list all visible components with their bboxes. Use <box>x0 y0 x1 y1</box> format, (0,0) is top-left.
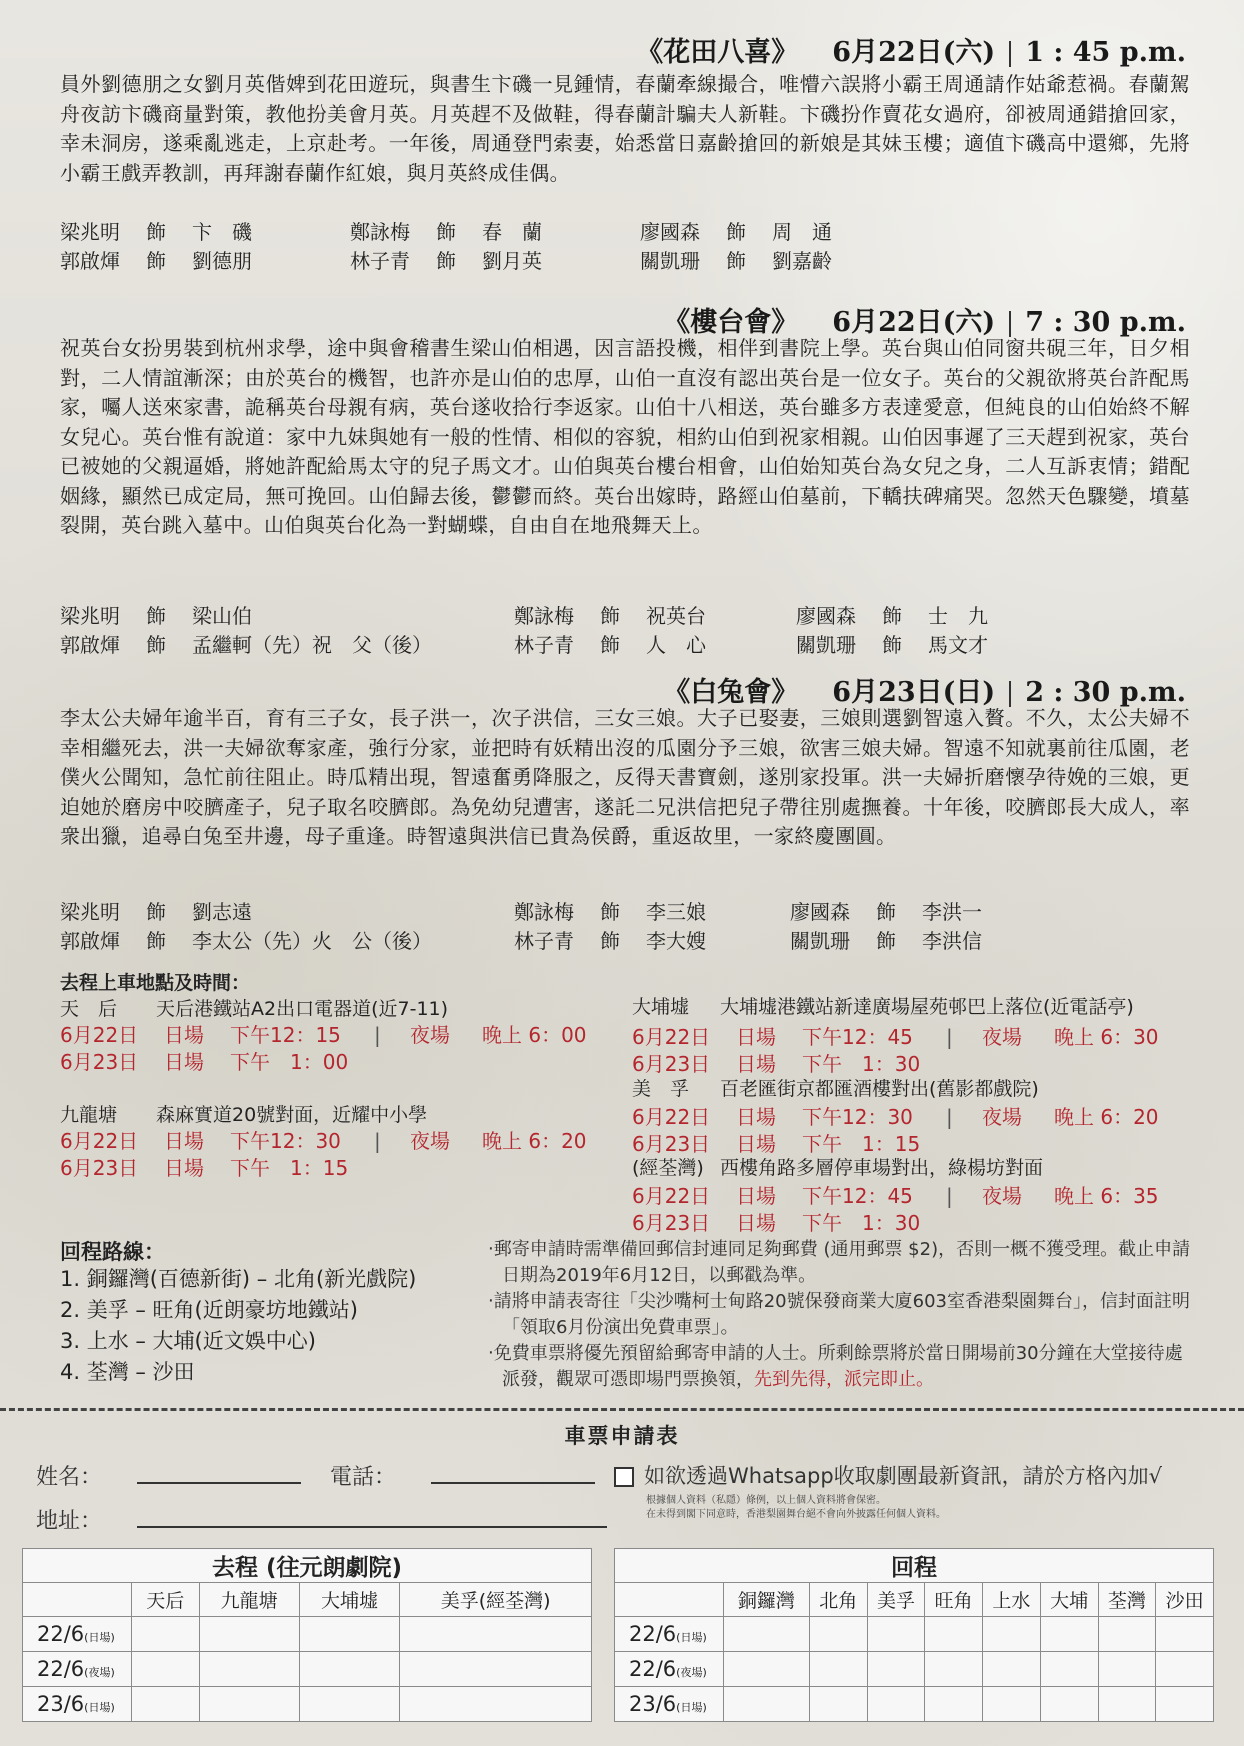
ticket-cell[interactable] <box>1098 1652 1156 1687</box>
role: 李三娘 <box>646 900 706 924</box>
phone-row <box>330 1460 595 1491</box>
role: 劉嘉齡 <box>772 249 832 273</box>
show-3-title: 《白兔會》 <box>663 677 799 708</box>
cast-as: 飾 <box>146 633 166 657</box>
location-address: 森麻實道20號對面，近耀中小學 <box>156 1104 428 1126</box>
pickup-location-tinhau <box>60 994 448 1021</box>
sched-time: 下午12：15 <box>230 1023 341 1047</box>
actor: 郭啟煇 <box>60 929 120 953</box>
ticket-cell[interactable] <box>867 1687 925 1722</box>
ticket-cell[interactable] <box>925 1687 983 1722</box>
actor: 廖國森 <box>790 900 850 924</box>
sched-sep: | <box>946 1105 953 1129</box>
row-session: (日場) <box>84 1701 115 1714</box>
sched-time: 下午12：30 <box>802 1105 913 1129</box>
location-name: 大埔墟 <box>632 996 690 1018</box>
sched-type: 日場 <box>164 1050 204 1074</box>
col-header: 荃灣 <box>1098 1583 1156 1617</box>
sched-time: 下午 1：30 <box>802 1211 921 1235</box>
cast-line <box>60 216 252 245</box>
col-header: 沙田 <box>1156 1583 1214 1617</box>
ticket-cell[interactable] <box>809 1687 867 1722</box>
col-header: 北角 <box>809 1583 867 1617</box>
sched-night: 夜場 <box>410 1129 450 1153</box>
role: 李大嫂 <box>646 929 706 953</box>
outbound-table <box>22 1548 592 1722</box>
return-routes-heading: 回程路線： <box>60 1240 165 1264</box>
actor: 鄭詠梅 <box>514 900 574 924</box>
cast-line <box>60 896 252 925</box>
row-date: 22/6 <box>629 1622 677 1646</box>
return-route-2: 2. 美孚 – 旺角(近朗豪坊地鐵站) <box>60 1298 358 1322</box>
cast-as: 飾 <box>436 220 456 244</box>
schedule-row <box>60 1019 587 1048</box>
sched-date: 6月22日 <box>60 1129 139 1153</box>
ticket-cell[interactable] <box>299 1687 399 1722</box>
col-header: 美孚 <box>867 1583 925 1617</box>
ticket-cell[interactable] <box>1156 1687 1214 1722</box>
whatsapp-label: 如欲透過Whatsapp收取劇團最新資訊，請於方格內加√ <box>644 1464 1163 1488</box>
sched-type: 日場 <box>164 1023 204 1047</box>
sched-night: 夜場 <box>410 1023 450 1047</box>
sched-date: 6月22日 <box>60 1023 139 1047</box>
whatsapp-optin <box>614 1460 1162 1490</box>
sched-type: 日場 <box>736 1132 776 1156</box>
cast-as: 飾 <box>600 929 620 953</box>
ticket-cell[interactable] <box>1156 1652 1214 1687</box>
ticket-cell[interactable] <box>724 1617 810 1652</box>
row-date: 22/6 <box>629 1657 677 1681</box>
ticket-cell[interactable] <box>983 1617 1041 1652</box>
row-header <box>615 1652 724 1687</box>
sched-night: 夜場 <box>982 1025 1022 1049</box>
row-date: 23/6 <box>37 1692 85 1716</box>
cast-as: 飾 <box>146 900 166 924</box>
role: 李洪信 <box>922 929 982 953</box>
pickup-location-mei-foo <box>632 1074 1039 1101</box>
role: 祝英台 <box>646 604 706 628</box>
role: 李洪一 <box>922 900 982 924</box>
sched-time: 下午12：45 <box>802 1025 913 1049</box>
sched-type: 日場 <box>164 1129 204 1153</box>
role: 人 心 <box>646 633 706 657</box>
row-session: (日場) <box>84 1631 115 1644</box>
name-label: 姓名： <box>36 1465 103 1490</box>
sched-sep: | <box>946 1025 953 1049</box>
cast-as: 飾 <box>876 900 896 924</box>
schedule-row <box>60 1046 374 1075</box>
actor: 關凱珊 <box>640 249 700 273</box>
actor: 梁兆明 <box>60 604 120 628</box>
cut-line <box>0 1408 1244 1411</box>
row-header <box>23 1617 132 1652</box>
ticket-cell[interactable] <box>1040 1687 1098 1722</box>
actor: 林子青 <box>514 633 574 657</box>
actor: 關凱珊 <box>790 929 850 953</box>
role: 李太公（先）火 公（後） <box>192 929 432 953</box>
sched-sep: | <box>946 1184 953 1208</box>
show-3-date: 6月23日(日) <box>832 677 996 708</box>
role: 劉德朋 <box>192 249 252 273</box>
show-2-title: 《樓台會》 <box>663 307 799 338</box>
ticket-cell[interactable] <box>199 1687 299 1722</box>
sched-date: 6月22日 <box>632 1025 711 1049</box>
pickup-location-kowloon-tong <box>60 1100 427 1127</box>
cast-as: 飾 <box>600 633 620 657</box>
col-header: 天后 <box>132 1583 200 1617</box>
sched-date: 6月23日 <box>632 1052 711 1076</box>
sched-time: 下午 1：15 <box>230 1156 349 1180</box>
return-caption: 回程 <box>615 1549 1214 1583</box>
col-header: 大埔 <box>1040 1583 1098 1617</box>
row-session: (日場) <box>676 1631 707 1644</box>
ticket-cell[interactable] <box>925 1652 983 1687</box>
sched-date: 6月23日 <box>632 1132 711 1156</box>
note-address: ‧請將申請表寄往「尖沙嘴柯士甸路20號保發商業大廈603室香港梨園舞台」，信封面註明「領取6月份演出免費車票」。 <box>488 1291 1190 1338</box>
ticket-cell[interactable] <box>299 1652 399 1687</box>
actor: 鄭詠梅 <box>350 220 410 244</box>
cast-as: 飾 <box>146 604 166 628</box>
sched-type: 日場 <box>736 1052 776 1076</box>
location-name: (經荃灣) <box>632 1157 704 1179</box>
role: 士 九 <box>928 604 988 628</box>
row-header <box>23 1687 132 1722</box>
role: 卞 磯 <box>192 220 252 244</box>
cast-as: 飾 <box>146 929 166 953</box>
ticket-cell[interactable] <box>132 1617 200 1652</box>
sched-type: 日場 <box>736 1025 776 1049</box>
sched-night: 夜場 <box>982 1184 1022 1208</box>
location-address: 大埔墟港鐵站新達廣場屋苑邨巴上落位(近電話亭) <box>720 996 1134 1018</box>
ticket-cell[interactable] <box>983 1652 1041 1687</box>
cast-line <box>640 245 832 274</box>
note-postage: ‧郵寄申請時需準備回郵信封連同足夠郵費 (通用郵票 $2)，否則一概不獲受理。截止申請日期為2019年6月12日，以郵戳為準。 <box>488 1239 1191 1286</box>
ticket-cell[interactable] <box>1098 1617 1156 1652</box>
privacy-line-1: 根據個人資料（私隱）條例，以上個人資料將會保密。 <box>646 1495 886 1506</box>
cast-line <box>790 896 982 925</box>
sched-type: 日場 <box>736 1105 776 1129</box>
ticket-cell[interactable] <box>132 1687 200 1722</box>
actor: 郭啟煇 <box>60 633 120 657</box>
row-session: (夜場) <box>84 1666 115 1679</box>
ticket-cell[interactable] <box>400 1687 592 1722</box>
cast-line <box>514 925 706 954</box>
ticket-cell[interactable] <box>809 1617 867 1652</box>
corner-cell <box>615 1583 724 1617</box>
ticket-cell[interactable] <box>809 1652 867 1687</box>
actor: 林子青 <box>350 249 410 273</box>
note-first-come: 先到先得，派完即止。 <box>754 1369 934 1390</box>
ticket-cell[interactable] <box>1098 1687 1156 1722</box>
pickup-location-tsuen-wan <box>632 1153 1043 1180</box>
actor: 林子青 <box>514 929 574 953</box>
ticket-cell[interactable] <box>299 1617 399 1652</box>
cast-line <box>796 629 988 658</box>
sched-night: 夜場 <box>982 1105 1022 1129</box>
ticket-cell[interactable] <box>400 1652 592 1687</box>
ticket-cell[interactable] <box>1040 1617 1098 1652</box>
row-header <box>615 1617 724 1652</box>
cast-as: 飾 <box>726 249 746 273</box>
ticket-cell[interactable] <box>867 1652 925 1687</box>
schedule-row <box>632 1021 1159 1050</box>
sched-night-time: 晚上 6：30 <box>1054 1025 1159 1049</box>
ticket-cell[interactable] <box>400 1617 592 1652</box>
form-title: 車票申請表 <box>564 1424 680 1448</box>
row-header <box>615 1687 724 1722</box>
cast-line <box>60 245 252 274</box>
location-address: 百老匯街京都匯酒樓對出(舊影都戲院) <box>720 1078 1039 1100</box>
role: 馬文才 <box>928 633 988 657</box>
actor: 廖國森 <box>796 604 856 628</box>
cast-as: 飾 <box>882 633 902 657</box>
ticket-cell[interactable] <box>724 1687 810 1722</box>
show-2-time: 7 : 30 p.m. <box>1025 307 1186 338</box>
schedule-row <box>632 1101 1159 1130</box>
cast-as: 飾 <box>600 604 620 628</box>
sched-date: 6月22日 <box>632 1184 711 1208</box>
cast-line <box>60 925 432 954</box>
row-session: (日場) <box>676 1701 707 1714</box>
row-session: (夜場) <box>676 1666 707 1679</box>
phone-field[interactable] <box>431 1482 595 1484</box>
show-1-time: 1 : 45 p.m. <box>1025 37 1186 68</box>
location-name: 九龍塘 <box>60 1104 118 1126</box>
ticket-cell[interactable] <box>1040 1652 1098 1687</box>
actor: 廖國森 <box>640 220 700 244</box>
col-header: 美孚(經荃灣) <box>400 1583 592 1617</box>
show-1-title: 《花田八喜》 <box>636 37 799 68</box>
sched-time: 下午12：45 <box>802 1184 913 1208</box>
cast-as: 飾 <box>146 249 166 273</box>
show-2-synopsis: 祝英台女扮男裝到杭州求學，途中與會稽書生梁山伯相遇，因言語投機，相伴到書院上學。英台與山伯同窗共硯三年，日夕相對，二人情誼漸深；由於英台的機智，也許亦是山伯的忠厚，山伯一直沒有認出英台是一位女子。英台的父親欲將英台許配馬家，囑人送來家書，詭稱英台母親有病，英台遂收拾行李返家。山伯十八相送，英台雖多方表達愛意，但純良的山伯始終不解女兒心。英台惟有說道：家中九妹與她有一般的性情、相似的容貌，相約山伯到祝家相親。山伯因事遲了三天趕到祝家，英台已被她的父親逼婚，將她許配給馬太守的兒子馬文才。山伯與英台樓台相會，山伯始知英台為女兒之身，二人互訴衷情；錯配姻緣，顯然已成定局，無可挽回。山伯歸去後，鬱鬱而終。英台出嫁時，路經山伯墓前，下轎扶碑痛哭。忽然天色驟變，墳墓裂開，英台跳入墓中。山伯與英台化為一對蝴蝶，自由自在地飛舞天上。 <box>60 336 1190 537</box>
return-table <box>614 1548 1214 1722</box>
cast-line <box>514 896 706 925</box>
cast-line <box>350 245 542 274</box>
return-route-3: 3. 上水 – 大埔(近文娛中心) <box>60 1329 316 1353</box>
address-label: 地址： <box>36 1509 103 1534</box>
location-address: 西樓角路多層停車場對出，綠楊坊對面 <box>720 1157 1044 1179</box>
col-header: 旺角 <box>925 1583 983 1617</box>
ticket-cell[interactable] <box>724 1652 810 1687</box>
cast-line <box>60 629 432 658</box>
pickup-heading: 去程上車地點及時間： <box>60 972 251 994</box>
sched-night-time: 晚上 6：20 <box>1054 1105 1159 1129</box>
role: 春 蘭 <box>482 220 542 244</box>
sched-date: 6月22日 <box>632 1105 711 1129</box>
col-header: 大埔墟 <box>299 1583 399 1617</box>
outbound-caption: 去程 (往元朗劇院) <box>23 1549 592 1583</box>
cast-line <box>514 629 706 658</box>
location-name: 天 后 <box>60 998 118 1020</box>
schedule-row <box>60 1152 374 1181</box>
cast-as: 飾 <box>726 220 746 244</box>
col-header: 九龍塘 <box>199 1583 299 1617</box>
show-3-synopsis: 李太公夫婦年逾半百，育有三子女，長子洪一，次子洪信，三女三娘。大子已娶妻，三娘則選劉智遠入贅。不久，太公夫婦不幸相繼死去，洪一夫婦欲奪家產，強行分家，並把時有妖精出沒的瓜園分予三娘，欲害三娘夫婦。智遠不知就裏前往瓜園，老僕火公聞知，急忙前往阻止。時瓜精出現，智遠奮勇降服之，反得天書寶劍，遂別家投軍。洪一夫婦折磨懷孕待娩的三娘，更迫她於磨房中咬臍產子，兒子取名咬臍郎。為免幼兒遭害，遂託二兄洪信把兒子帶往別處撫養。十年後，咬臍郎長大成人，率衆出獵，追尋白兔至井邊，母子重逢。時智遠與洪信已貴為侯爵，重返故里，一家終慶團圓。 <box>60 706 1190 848</box>
application-notes <box>488 1237 1198 1393</box>
sched-date: 6月23日 <box>632 1211 711 1235</box>
sched-sep: | <box>374 1023 381 1047</box>
row-header <box>23 1652 132 1687</box>
sched-time: 下午 1：15 <box>802 1132 921 1156</box>
row-date: 23/6 <box>629 1692 677 1716</box>
name-field[interactable] <box>137 1482 301 1484</box>
ticket-cell[interactable] <box>199 1652 299 1687</box>
col-header: 上水 <box>983 1583 1041 1617</box>
sched-date: 6月23日 <box>60 1050 139 1074</box>
schedule-row <box>632 1180 1159 1209</box>
pickup-location-tai-po <box>632 992 1134 1019</box>
show-3-time: 2 : 30 p.m. <box>1025 677 1186 708</box>
note-priority-text: ‧免費車票將優先預留給郵寄申請的人士。所剩餘票將於當日開場前30分鐘在大堂接待處派發，觀眾可憑即場門票換領， <box>488 1343 1183 1390</box>
divider <box>1009 681 1011 707</box>
cast-as: 飾 <box>600 900 620 924</box>
cast-line <box>350 216 542 245</box>
schedule-row <box>632 1048 946 1077</box>
return-route-1: 1. 銅鑼灣(百德新街) – 北角(新光戲院) <box>60 1267 417 1291</box>
sched-type: 日場 <box>736 1184 776 1208</box>
sched-night-time: 晚上 6：35 <box>1054 1184 1159 1208</box>
role: 孟繼軻（先）祝 父（後） <box>192 633 432 657</box>
row-date: 22/6 <box>37 1657 85 1681</box>
note-priority <box>488 1341 1198 1393</box>
role: 梁山伯 <box>192 604 252 628</box>
whatsapp-checkbox[interactable] <box>614 1467 634 1487</box>
schedule-row <box>632 1207 946 1236</box>
sched-night-time: 晚上 6：00 <box>482 1023 587 1047</box>
ticket-cell[interactable] <box>983 1687 1041 1722</box>
privacy-line-2: 在未得到閣下同意時，香港梨園舞台絕不會向外披露任何個人資料。 <box>646 1509 946 1520</box>
address-field[interactable] <box>137 1526 607 1528</box>
name-row <box>36 1460 301 1491</box>
ticket-cell[interactable] <box>199 1617 299 1652</box>
actor: 郭啟煇 <box>60 249 120 273</box>
show-1-header <box>636 30 1186 69</box>
cast-line <box>60 600 252 629</box>
divider <box>1009 311 1011 337</box>
phone-label: 電話： <box>330 1465 397 1490</box>
schedule-row <box>60 1125 587 1154</box>
cast-as: 飾 <box>882 604 902 628</box>
actor: 鄭詠梅 <box>514 604 574 628</box>
cast-line <box>640 216 832 245</box>
ticket-cell[interactable] <box>1156 1617 1214 1652</box>
address-row <box>36 1504 607 1535</box>
actor: 梁兆明 <box>60 220 120 244</box>
show-1-synopsis: 員外劉德朋之女劉月英偕婢到花田遊玩，與書生卞磯一見鍾情，春蘭牽線撮合，唯懵六誤將小霸王周通請作姑爺惹禍。春蘭駕舟夜訪卞磯商量對策，教他扮美會月英。月英趕不及做鞋，得春蘭計騙夫人新鞋。卞磯扮作賣花女過府，卻被周通錯搶回家，幸未洞房，遂乘亂逃走，上京赴考。一年後，周通登門索妻，始悉當日嘉齡搶回的新娘是其妹玉樓；適值卞磯高中還鄉，先將小霸王戲弄教訓，再拜謝春蘭作紅娘，與月英終成佳偶。 <box>60 72 1190 185</box>
sched-time: 下午 1：00 <box>230 1050 349 1074</box>
sched-type: 日場 <box>736 1211 776 1235</box>
sched-time: 下午12：30 <box>230 1129 341 1153</box>
col-header: 銅鑼灣 <box>724 1583 810 1617</box>
role: 劉志遠 <box>192 900 252 924</box>
show-2-date: 6月22日(六) <box>832 307 996 338</box>
sched-date: 6月23日 <box>60 1156 139 1180</box>
sched-sep: | <box>374 1129 381 1153</box>
cast-as: 飾 <box>436 249 456 273</box>
cast-line <box>796 600 988 629</box>
privacy-notice <box>646 1494 946 1522</box>
role: 劉月英 <box>482 249 542 273</box>
cast-line <box>790 925 982 954</box>
return-route-4: 4. 荃灣 – 沙田 <box>60 1360 195 1384</box>
location-address: 天后港鐵站A2出口電器道(近7-11) <box>156 998 449 1020</box>
location-name: 美 孚 <box>632 1078 690 1100</box>
show-1-date: 6月22日(六) <box>832 37 996 68</box>
corner-cell <box>23 1583 132 1617</box>
sched-night-time: 晚上 6：20 <box>482 1129 587 1153</box>
cast-as: 飾 <box>876 929 896 953</box>
actor: 梁兆明 <box>60 900 120 924</box>
sched-time: 下午 1：30 <box>802 1052 921 1076</box>
cast-as: 飾 <box>146 220 166 244</box>
ticket-cell[interactable] <box>132 1652 200 1687</box>
ticket-cell[interactable] <box>867 1617 925 1652</box>
row-date: 22/6 <box>37 1622 85 1646</box>
actor: 關凱珊 <box>796 633 856 657</box>
ticket-cell[interactable] <box>925 1617 983 1652</box>
role: 周 通 <box>772 220 832 244</box>
sched-type: 日場 <box>164 1156 204 1180</box>
divider <box>1009 41 1011 67</box>
cast-line <box>514 600 706 629</box>
